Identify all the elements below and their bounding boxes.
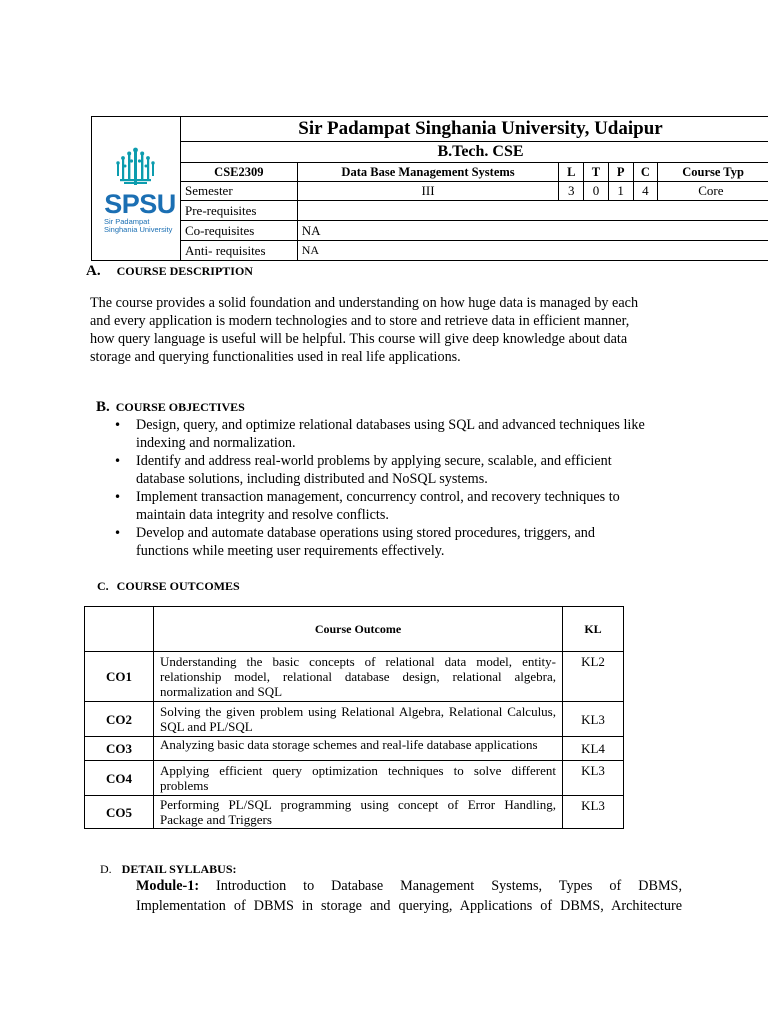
- antireq-label: Anti- requisites: [181, 241, 298, 261]
- co-kl: KL2: [563, 652, 624, 702]
- co-id: CO3: [85, 737, 154, 761]
- objective-item: [110, 488, 710, 524]
- header-kl: KL: [563, 607, 624, 652]
- prereq-label: Pre-requisites: [181, 201, 298, 221]
- objective-line: database solutions, including distributed and NoSQL systems.: [136, 471, 488, 487]
- co-description: Understanding the basic concepts of relational data model, entity-relationship model, relational database design, relational algebra, normalization and SQL: [154, 652, 563, 702]
- objective-item: [110, 416, 710, 452]
- module-1: [136, 876, 682, 916]
- co-id: CO4: [85, 761, 154, 796]
- coreq-value: NA: [297, 221, 768, 241]
- objective-line: • Identify and address real-world problems by applying secure, scalable, and efficient: [136, 453, 612, 469]
- section-c-heading: [97, 577, 240, 595]
- course-type-value: Core: [658, 182, 768, 201]
- antireq-value: NA: [297, 241, 768, 261]
- tree-icon: [116, 148, 154, 185]
- course-outcomes-table: [84, 606, 624, 829]
- ltpc-value-p: 1: [608, 182, 633, 201]
- section-d-letter: D.: [100, 862, 112, 876]
- logo-text: SPSU: [104, 189, 176, 219]
- co-description: Analyzing basic data storage schemes and real-life database applications: [154, 737, 563, 761]
- description-line: The course provides a solid foundation and understanding on how huge data is managed by each: [90, 295, 639, 311]
- module-label: Module-1:: [136, 878, 200, 894]
- objective-line: • Design, query, and optimize relational databases using SQL and advanced techniques like: [136, 417, 645, 433]
- co-id: CO2: [85, 702, 154, 737]
- table-row: [85, 702, 624, 737]
- table-row: [85, 761, 624, 796]
- course-code: CSE2309: [181, 163, 298, 182]
- objective-line: • Develop and automate database operations using stored procedures, triggers, and: [136, 525, 595, 541]
- prereq-value: [297, 201, 768, 221]
- description-line: storage and querying functionalities used in real life applications.: [90, 349, 461, 365]
- co-kl: KL3: [563, 702, 624, 737]
- semester-value: III: [297, 182, 559, 201]
- objective-item: [110, 524, 710, 560]
- section-b-title: COURSE OBJECTIVES: [115, 400, 245, 414]
- course-type-header: Course Typ: [658, 163, 768, 182]
- co-kl: KL3: [563, 761, 624, 796]
- co-kl: KL4: [563, 737, 624, 761]
- ltpc-value-l: 3: [559, 182, 584, 201]
- module-line: Implementation of DBMS in storage and querying, Applications of DBMS, Architecture: [136, 898, 682, 914]
- objective-line: indexing and normalization.: [136, 435, 296, 451]
- course-description: [90, 294, 690, 366]
- logo-sub2: Singhania University: [104, 225, 173, 234]
- table-row: [85, 796, 624, 829]
- objective-line: • Implement transaction management, concurrency control, and recovery techniques to: [136, 489, 620, 505]
- module-line: [136, 876, 682, 896]
- co-description: Performing PL/SQL programming using concept of Error Handling, Package and Triggers: [154, 796, 563, 829]
- logo-sub1: Sir Padampat: [104, 217, 150, 226]
- section-a-title: COURSE DESCRIPTION: [116, 264, 253, 278]
- co-kl: KL3: [563, 796, 624, 829]
- section-a-heading: [86, 262, 253, 280]
- ltpc-header-t: T: [584, 163, 609, 182]
- table-row: [85, 737, 624, 761]
- module-text: Introduction to Database Management Systems, Types of DBMS,: [216, 878, 682, 894]
- ltpc-header-c: C: [633, 163, 658, 182]
- section-c-letter: C.: [97, 579, 109, 593]
- co-description: Solving the given problem using Relational Algebra, Relational Calculus, SQL and PL/SQL: [154, 702, 563, 737]
- header-blank: [85, 607, 154, 652]
- description-line: and every application is modern technologies and to store and retrieve data in efficient manner,: [90, 313, 630, 329]
- objective-line: maintain data integrity and resolve conflicts.: [136, 507, 389, 523]
- ltpc-value-t: 0: [584, 182, 609, 201]
- coreq-label: Co-requisites: [181, 221, 298, 241]
- program-name: B.Tech. CSE: [181, 142, 768, 163]
- objective-item: [110, 452, 710, 488]
- table-row: [85, 652, 624, 702]
- co-id: CO5: [85, 796, 154, 829]
- objective-line: functions while meeting user requirements effectively.: [136, 543, 445, 559]
- header-course-outcome: Course Outcome: [154, 607, 563, 652]
- semester-label: Semester: [181, 182, 298, 201]
- section-d-title: DETAIL SYLLABUS:: [121, 862, 237, 876]
- section-b-letter: B.: [96, 399, 110, 415]
- section-b-heading: [96, 398, 245, 416]
- description-line: how query language is useful will be helpful. This course will give deep knowledge about data: [90, 331, 628, 347]
- ltpc-header-p: P: [608, 163, 633, 182]
- course-name: Data Base Management Systems: [297, 163, 559, 182]
- university-name: Sir Padampat Singhania University, Udaipur: [181, 117, 768, 142]
- section-c-title: COURSE OUTCOMES: [116, 579, 240, 593]
- co-id: CO1: [85, 652, 154, 702]
- co-description: Applying efficient query optimization techniques to solve different problems: [154, 761, 563, 796]
- objectives-list: [110, 416, 710, 560]
- ltpc-value-c: 4: [633, 182, 658, 201]
- ltpc-header-l: L: [559, 163, 584, 182]
- course-header-table: [91, 116, 768, 261]
- section-a-letter: A.: [86, 263, 101, 279]
- logo-wordmark: [98, 190, 182, 234]
- table-header-row: [85, 607, 624, 652]
